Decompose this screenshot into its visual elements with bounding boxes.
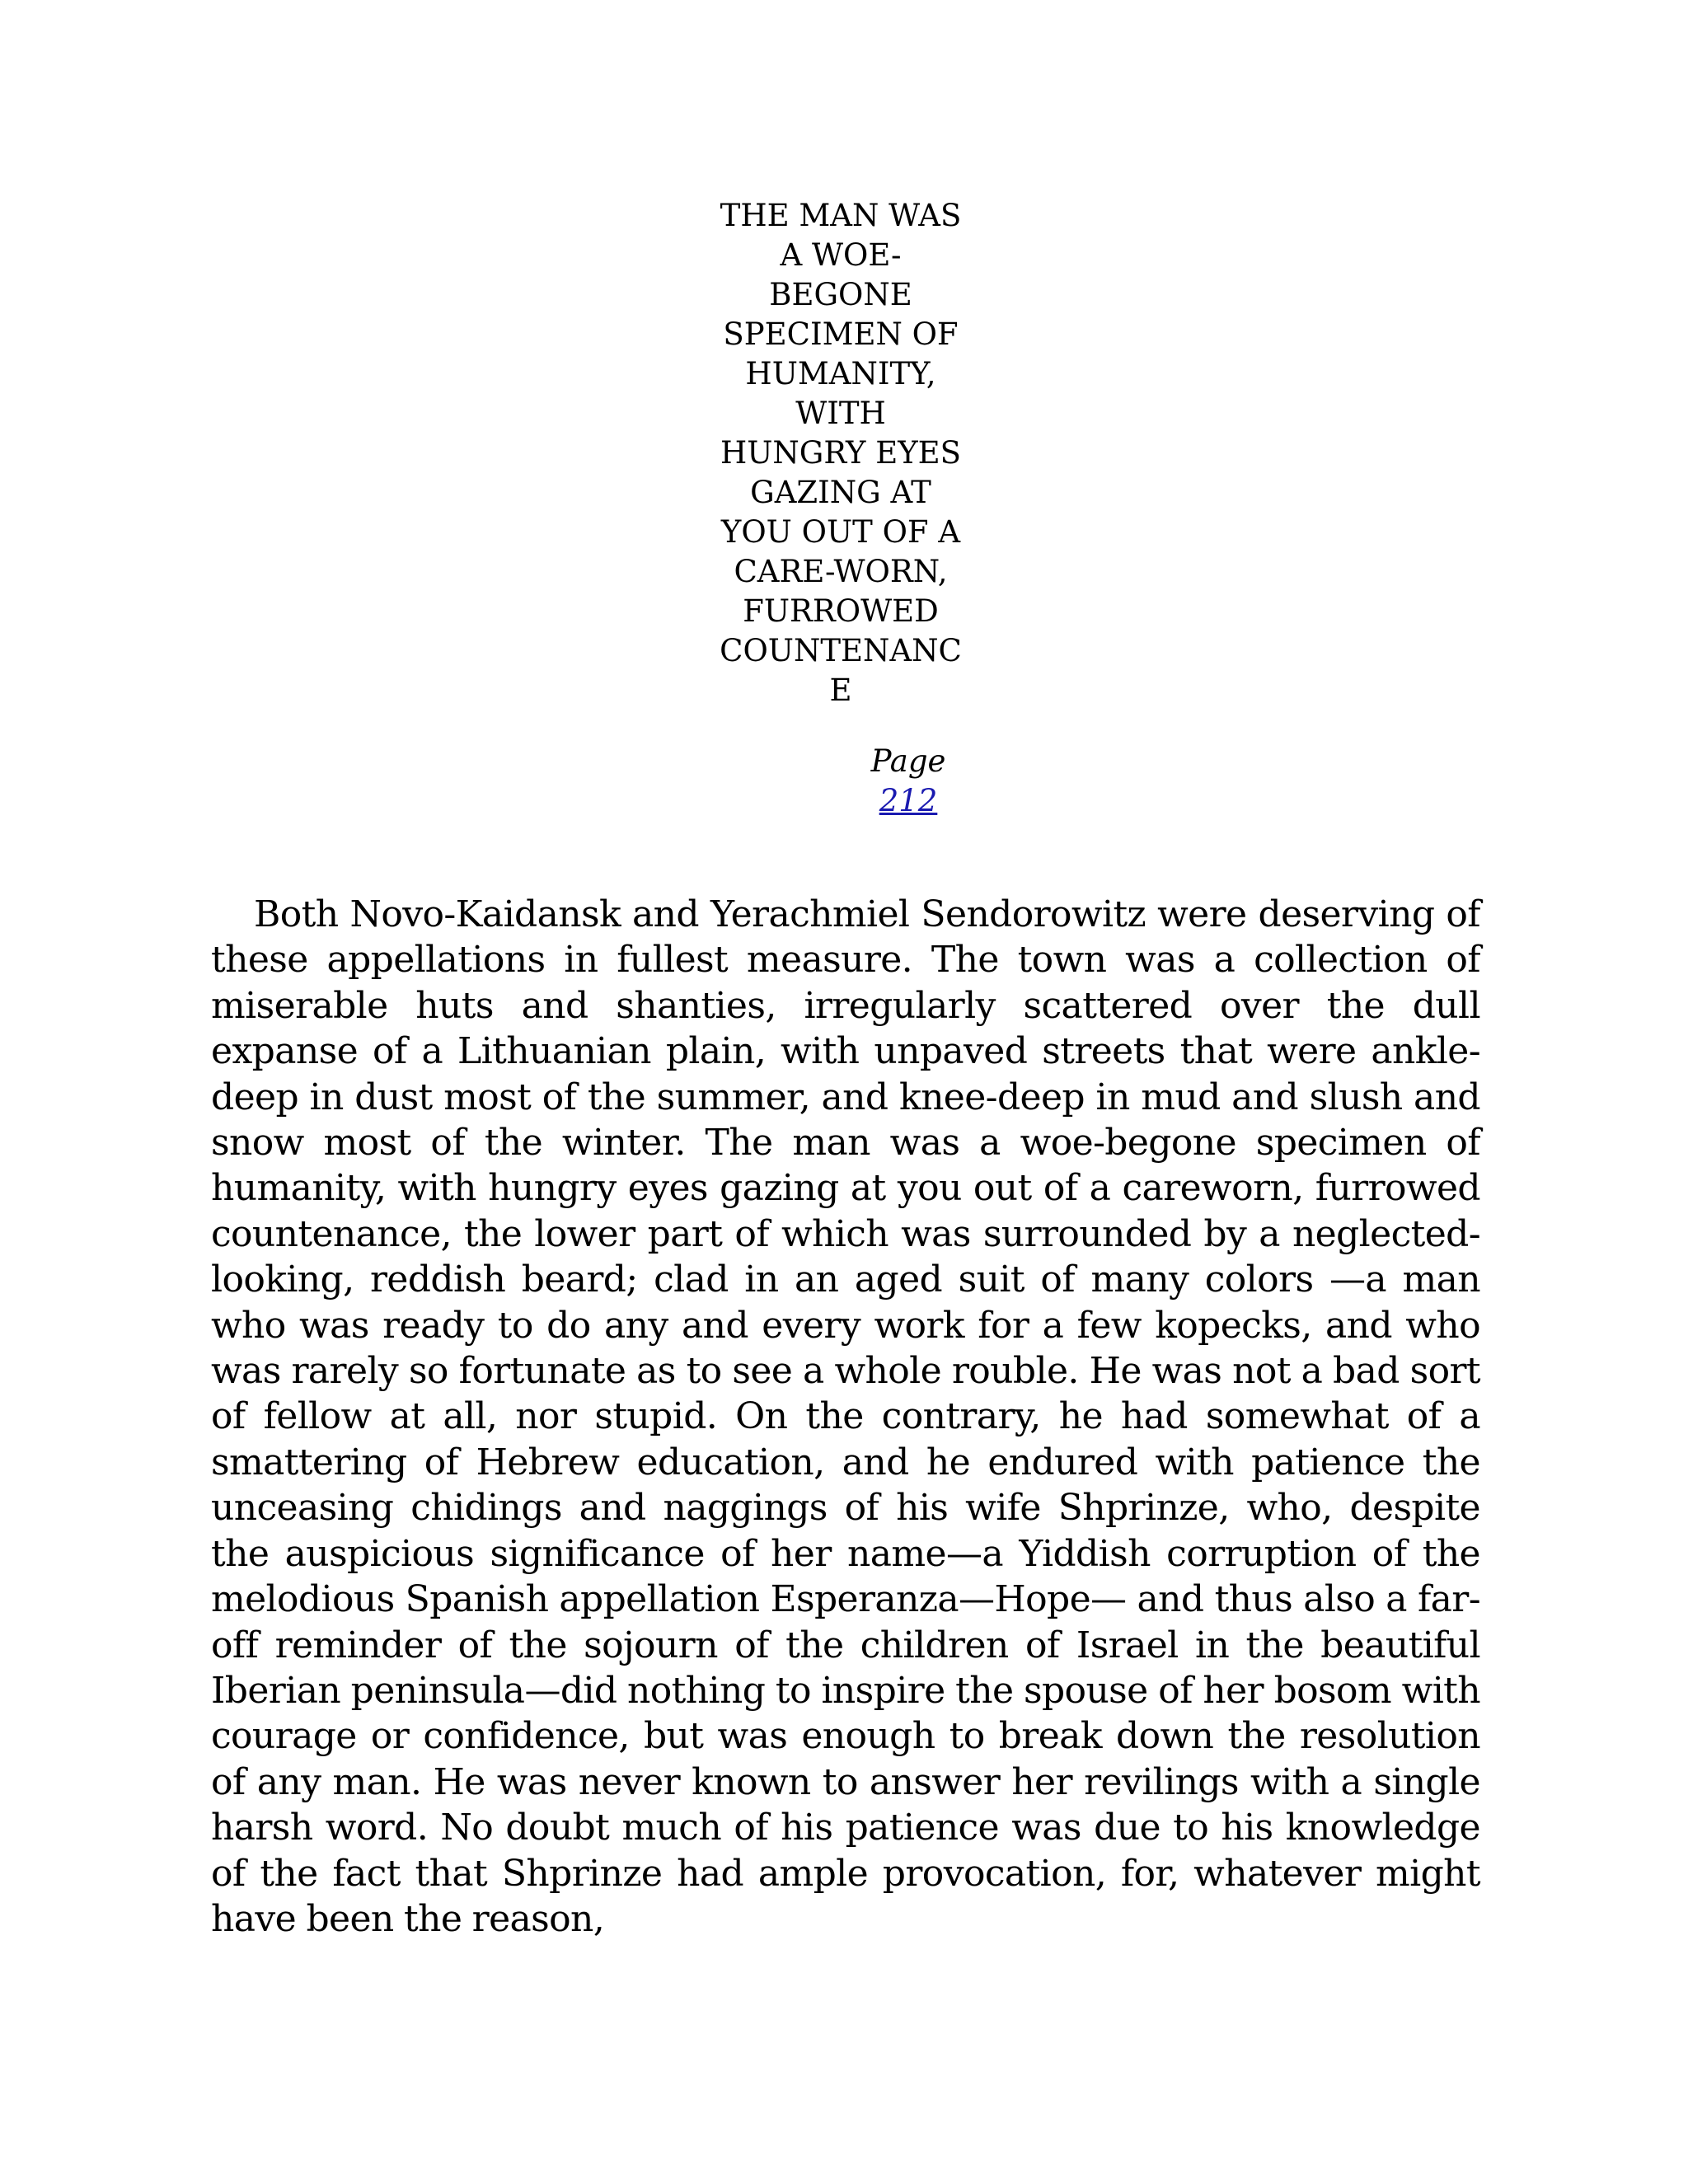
page-reference: [857, 742, 959, 821]
body-paragraph: Both Novo-Kaidansk and Yerachmiel Sendorowitz were deserving of these appellations in fullest measure. The town was a collection of miserable huts and shanties, irregularly scattered over the dull expanse of a Lithuanian plain, with unpaved streets that were ankle-deep in dust most of the summer, and knee-deep in mud and slush and snow most of the winter. The man was a woe-begone specimen of humanity, with hungry eyes gazing at you out of a careworn, furrowed countenance, the lower part of which was surrounded by a neglected-looking, reddish beard; clad in an aged suit of many colors —a man who was ready to do any and every work for a few kopecks, and who was rarely so fortunate as to see a whole rouble. He was not a bad sort of fellow at all, nor stupid. On the contrary, he had somewhat of a smattering of Hebrew education, and he endured with patience the unceasing chidings and naggings of his wife Shprinze, who, despite the auspicious significance of her name—a Yiddish corruption of the melodious Spanish appellation Esperanza—Hope— and thus also a far-off reminder of the sojourn of the children of Israel in the beautiful Iberian peninsula—did nothing to inspire the spouse of her bosom with courage or confidence, but was enough to break down the resolution of any man. He was never known to answer her revilings with a single harsh word. No doubt much of his patience was due to his knowledge of the fact that Shprinze had ample provocation, for, whatever might have been the reason,: [211, 893, 1480, 1940]
illustration-caption: THE MAN WAS A WOE- BEGONE SPECIMEN OF HUMANITY, WITH HUNGRY EYES GAZING AT YOU OUT OF A CARE-WORN, FURROWED COUNTENANC E: [720, 198, 962, 708]
page-label: Page: [870, 743, 946, 779]
page-link[interactable]: 212: [879, 783, 938, 818]
